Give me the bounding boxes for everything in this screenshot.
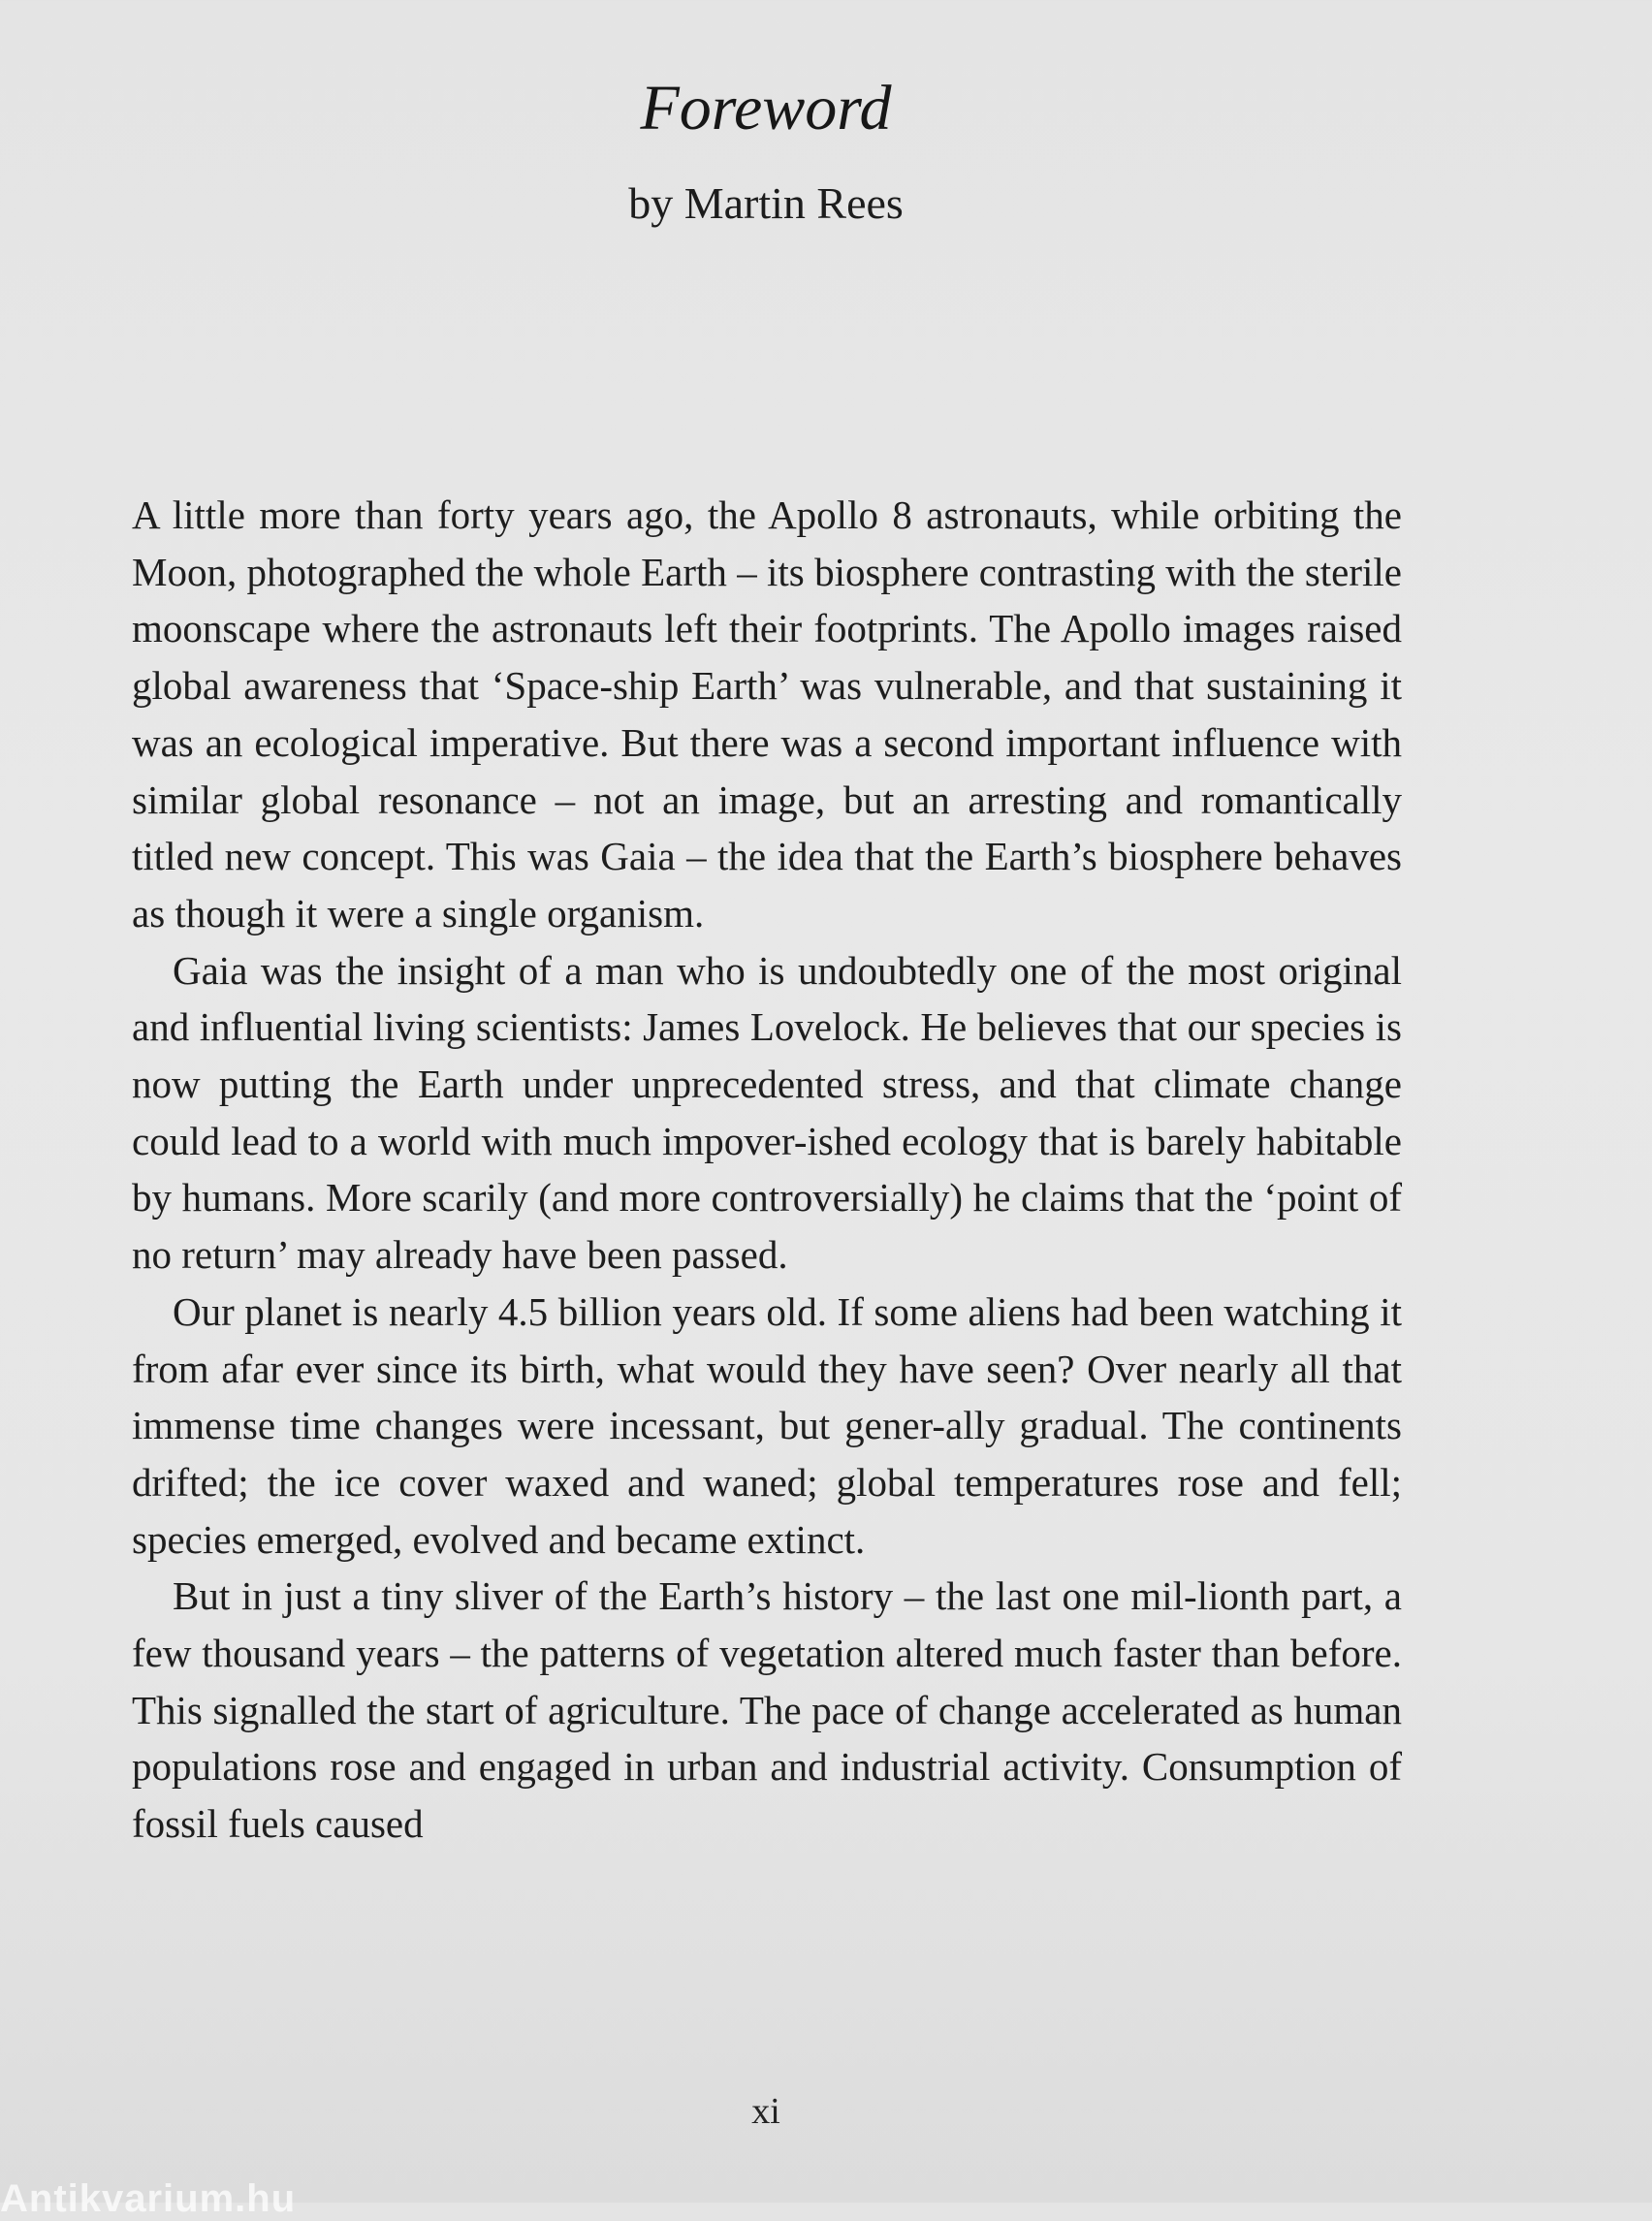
paragraph-1: A little more than forty years ago, the Apollo 8 astronauts, while orbiting the Moon, photographed the whole Earth – its biosphere contrasting with the sterile moonscape where the astronauts left their footprints. The Apollo images raised global awareness that ‘Space-ship Earth’ was vulnerable, and that sustaining it was an ecological imperative. But there was a second important influence with similar global resonance – not an image, but an arresting and romantically titled new concept. This was Gaia – the idea that the Earth’s biosphere behaves as though it were a single organism. — [132, 492, 1402, 936]
author-byline: by Martin Rees — [628, 178, 904, 228]
paragraph-2: Gaia was the insight of a man who is undoubtedly one of the most original and influential living scientists: James Lovelock. He believes that our species is now putting the Earth under unprecedented stress, and that climate change could lead to a world with much impover-ished ecology that is barely habitable by humans. More scarily (and more controversially) he claims that the ‘point of no return’ may already have been passed. — [132, 947, 1402, 1278]
body-text — [132, 487, 1402, 1853]
page-title: Foreword — [640, 73, 892, 143]
paragraph-4: But in just a tiny sliver of the Earth’s history – the last one mil-lionth part, a few thousand years – the patterns of vegetation altered much faster than before. This signalled the start of agriculture. The pace of change accelerated as human populations rose and engaged in urban and industrial activity. Consumption of fossil fuels caused — [132, 1573, 1402, 1847]
paragraph-3: Our planet is nearly 4.5 billion years old. If some aliens had been watching it from afar ever since its birth, what would they have seen? Over nearly all that immense time changes were incessant, but gener-ally gradual. The continents drifted; the ice cover waxed and waned; global temperatures rose and fell; species emerged, evolved and became extinct. — [132, 1288, 1402, 1562]
page-number: xi — [751, 2091, 780, 2132]
watermark: Antikvarium.hu — [0, 2177, 297, 2220]
